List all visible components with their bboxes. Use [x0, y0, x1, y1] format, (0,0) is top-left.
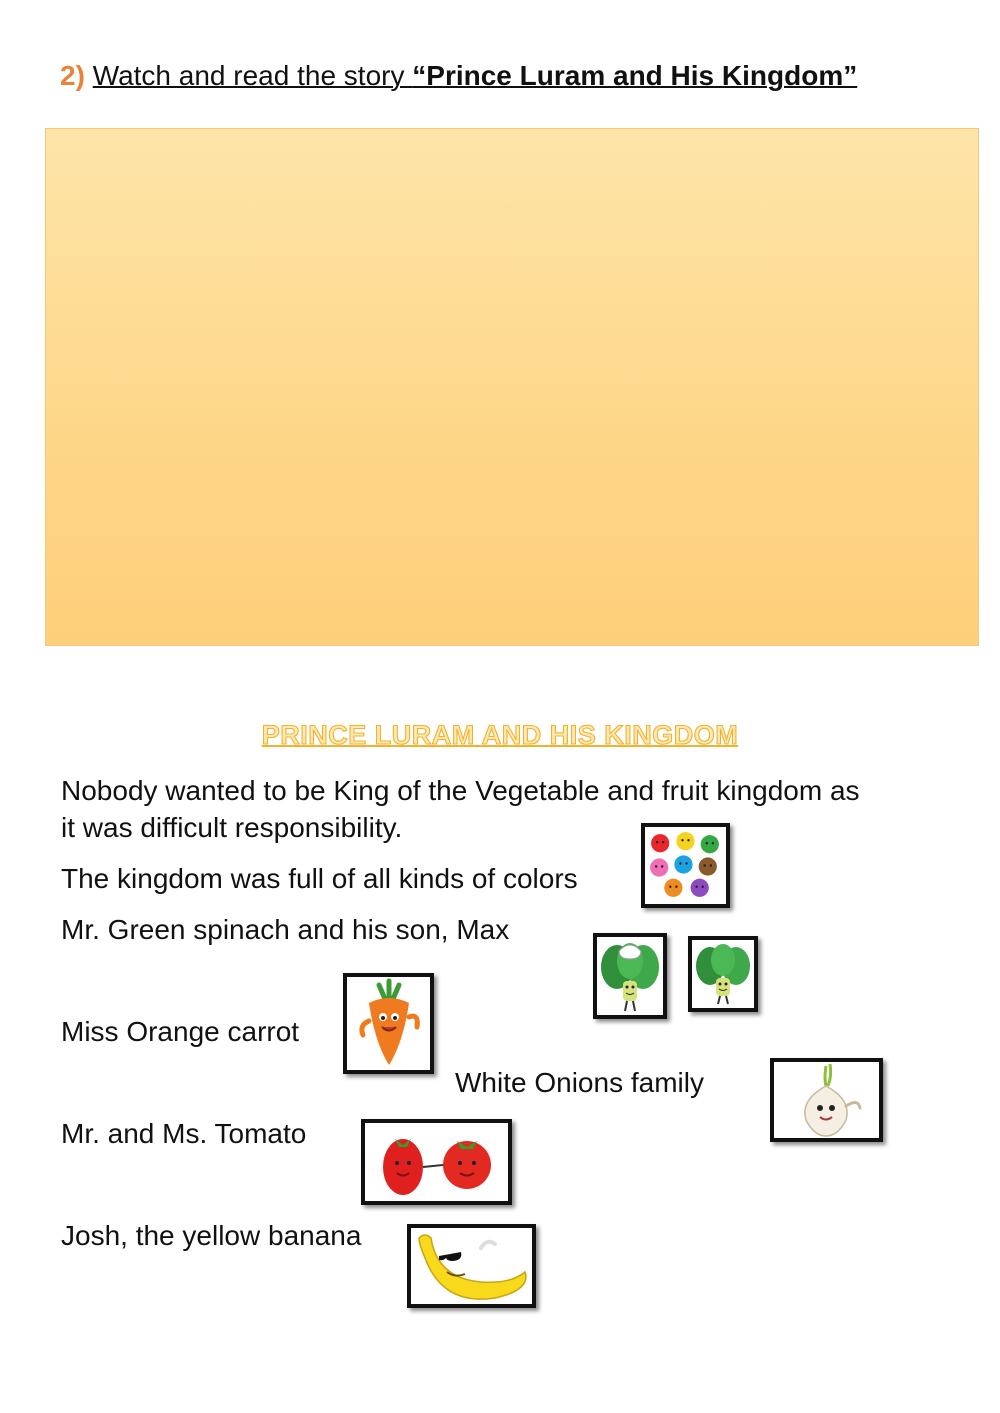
carrot-image [343, 973, 434, 1074]
story-name: “Prince Luram and His Kingdom” [412, 60, 858, 91]
color-flowers-icon [645, 827, 726, 904]
banana-icon [411, 1228, 532, 1304]
story-carrot-line: Miss Orange carrot [61, 1016, 300, 1047]
onion-icon [774, 1062, 879, 1138]
spinach-icon [597, 937, 663, 1015]
carrot-icon [347, 977, 430, 1070]
activity-number: 2) [60, 60, 85, 91]
tomato-image [361, 1119, 512, 1205]
story-spinach-line: Mr. Green spinach and his son, Max [61, 914, 510, 945]
spinach-icon [692, 940, 754, 1008]
story-tomato-line: Mr. and Ms. Tomato [61, 1118, 307, 1149]
story-title: PRINCE LURAM AND HIS KINGDOM [261, 720, 739, 750]
tomato-icon [365, 1123, 508, 1201]
story-banana-line: Josh, the yellow banana [61, 1220, 362, 1251]
activity-instruction [93, 60, 858, 91]
story-intro-line1: Nobody wanted to be King of the Vegetable and fruit kingdom as [61, 775, 860, 806]
story-colors-line: The kingdom was full of all kinds of colors [61, 863, 578, 894]
instruction-text: Watch and read the story [92, 60, 413, 91]
spinach-son-image [688, 936, 758, 1012]
banana-image [407, 1224, 536, 1308]
onion-image [770, 1058, 883, 1142]
color-flowers-image [641, 823, 730, 908]
story-onions-line: White Onions family [455, 1067, 704, 1098]
activity-heading [60, 56, 857, 96]
spinach-father-image [593, 933, 667, 1019]
video-player[interactable] [45, 128, 979, 646]
story-intro-line2: it was difficult responsibility. [61, 812, 403, 843]
